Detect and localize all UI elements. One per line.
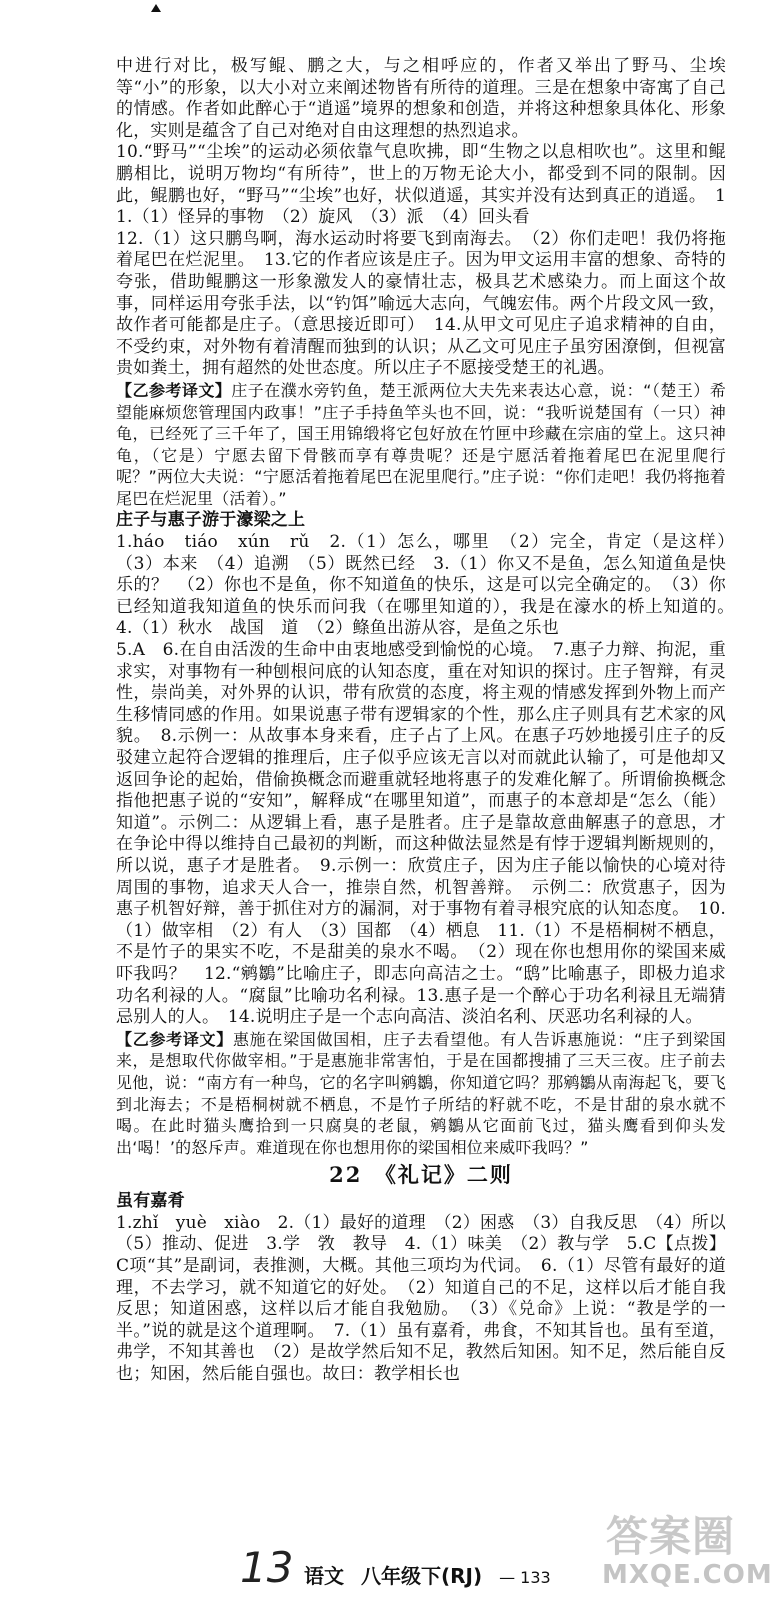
footer-info (304, 1560, 561, 1589)
chapter-title: 22 《礼记》二则 (329, 1162, 513, 1188)
answer-paragraph: 中进行对比，极写鲲、鹏之大，与之相呼应的，作者又举出了野马、尘埃等“小”的形象，以大小对立来阐述物皆有所待的道理。三是在想象中寄寓了自己的情感。作者如此醉心于“逍遥”境界的想象和创造，并将这种想象具体化、形象化，实则是蕴含了自己对绝对自由这理想的热烈追求。 (116, 56, 726, 141)
translation-label: 【乙参考译文】 (116, 380, 232, 400)
triangle-mark-icon (150, 2, 162, 14)
handwritten-page-number: 13 (240, 1543, 294, 1592)
watermark-text: 答案圈 (606, 1512, 736, 1561)
translation-text: 惠施在梁国做国相，庄子去看望他。有人告诉惠施说：“庄子到梁国来，是想取代你做宰相。”于是惠施非常害怕，于是在国都搜捕了三天三夜。庄子前去见他，说：“南方有一种鸟，它的名字叫鹓鶵，你知道它吗？那鹓鶵从南海起飞，要飞到北海去；不是梧桐树就不栖息，不是竹子所结的籽就不吃，不是甘甜的泉水就不喝。在此时猫头鹰拾到一只腐臭的老鼠，鹓鶵从它面前飞过，猫头鹰看到仰头发出‘喝！’的怒斥声。难道现在你也想用你的梁国相位来威吓我吗？” (116, 1029, 726, 1157)
footer-grade: 八年级下(RJ) (360, 1564, 483, 1588)
page-number: — 133 (499, 1568, 551, 1587)
page-footer (240, 1543, 600, 1592)
answer-paragraph: 5.A 6.在自由活泼的生命中由衷地感受到愉悦的心境。 7.惠子力辩、拘泥，重求实，对事物有一种刨根问底的认知态度，重在对知识的探讨。庄子智辩，有灵性，崇尚美，对外界的认识，带有欣赏的态度，将主观的情感发挥到外物上而产生移情同感的作用。如果说惠子带有逻辑家的个性，那么庄子则具有艺术家的风貌。 8.示例一：从故事本身来看，庄子占了上风。在惠子巧妙地援引庄子的反驳建立起符合逻辑的推理后，庄子似乎应该无言以对而就此认输了，可是他却又返回争论的起始，借偷换概念而避重就轻地将惠子的发难化解了。所谓偷换概念指他把惠子说的“安知”，解释成“在哪里知道”，而惠子的本意却是“怎么（能）知道”。示例二：从逻辑上看，惠子是胜者。庄子是靠故意曲解惠子的意思，才在争论中得以维持自己最初的判断，而这种做法显然是有悖于逻辑判断规则的，所以说，惠子才是胜者。 9.示例一：欣赏庄子，因为庄子能以愉快的心境对待周围的事物，追求天人合一，推崇自然，机智善辩。 示例二：欣赏惠子，因为惠子机智好辩，善于抓住对方的漏洞，对于事物有着寻根究底的认知态度。 10.（1）做宰相 （2）有人 （3）国都 （4）栖息 11.（1）不是梧桐树不栖息，不是竹子的果实不吃，不是甜美的泉水不喝。 （2）现在你也想用你的梁国来威吓我吗？ 12.“鹓鶵”比喻庄子，即志向高洁之士。“鸱”比喻惠子，即极力追求功名利禄的人。“腐鼠”比喻功名利禄。13.惠子是一个醉心于功名利禄且无端猜忌别人的人。 14.说明庄子是一个志向高洁、淡泊名利、厌恶功名利禄的人。 (116, 640, 726, 1028)
translation-text: 庄子在濮水旁钓鱼，楚王派两位大夫先来表达心意，说：“（楚王）希望能麻烦您管理国内政事！”庄子手持鱼竿头也不回，说：“我听说楚国有（一只）神龟，已经死了三千年了，国王用锦缎将它包好放在竹匣中珍藏在宗庙的堂上。这只神龟，（它是）宁愿去留下骨骸而享有尊贵呢？还是宁愿活着拖着尾巴在泥里爬行呢？”两位大夫说：“宁愿活着拖着尾巴在泥里爬行。”庄子说：“你们走吧！我仍将拖着尾巴在烂泥里（活着）。” (116, 380, 726, 508)
answer-paragraph: 1.zhǐ yuè xiào 2.（1）最好的道理 （2）困惑 （3）自我反思 （4）所以 （5）推动、促进 3.学 敩 教导 4.（1）味美 （2）教与学 5.C【点拨】C项“其”是副词，表推测，大概。其他三项均为代词。 6.（1）尽管有最好的道理，不去学习，就不知道它的好处。 （2）知道自己的不足，这样以后才能自我反思；知道困惑，这样以后才能自我勉励。 （3）《兑命》上说：“教是学的一半。”说的就是这个道理啊。 7.（1）虽有嘉肴，弗食，不知其旨也。虽有至道，弗学，不知其善也 （2）是故学然后知不足，教然后知困。知不足，然后能自反也；知困，然后能自强也。故曰：教学相长也 (116, 1212, 744, 1385)
section-title: 虽有嘉肴 (116, 1191, 185, 1212)
watermark-url: MXQE.COM (602, 1560, 773, 1590)
answer-paragraph: 12.（1）这只鹏鸟啊，海水运动时将要飞到南海去。 （2）你们走吧！我仍将拖着尾巴在烂泥里。 13.它的作者应该是庄子。因为甲文运用丰富的想象、奇特的夸张，借助鲲鹏这一形象激发人的豪情壮志，极具艺术感染力。而上面这个故事，同样运用夸张手法，以“钓饵”喻远大志向，气魄宏伟。两个片段文风一致，故作者可能都是庄子。（意思接近即可） 14.从甲文可见庄子追求精神的自由，不受约束，对外物有着清醒而独到的认识；从乙文可见庄子虽穷困潦倒，但视富贵如粪土，拥有超然的处世态度。所以庄子不愿接受楚王的礼遇。 (116, 228, 726, 379)
reference-translation (116, 1029, 726, 1159)
answer-paragraph: 1.háo tiáo xún rǔ 2.（1）怎么，哪里 （2）完全，肯定（是这样） （3）本来 （4）追溯 （5）既然已经 3.（1）你又不是鱼，怎么知道鱼是快乐的？ （2）你也不是鱼，你不知道鱼的快乐，这是可以完全确定的。 （3）你已经知道我知道鱼的快乐而问我（在哪里知道的），我是在濠水的桥上知道的。 4.（1）秋水 战国 道 （2）鲦鱼出游从容，是鱼之乐也 (116, 532, 744, 639)
translation-label: 【乙参考译文】 (116, 1029, 233, 1049)
answer-paragraph: 10.“野马”“尘埃”的运动必须依靠气息吹拂，即“生物之以息相吹也”。这里和鲲鹏相比，说明万物均“有所待”，世上的万物无论大小，都受到不同的限制。因此，鲲鹏也好，“野马”“尘埃”也好，状似逍遥，其实并没有达到真正的逍遥。 11.（1）怪异的事物 （2）旋风 （3）派 （4）回头看 (116, 142, 726, 228)
section-title: 庄子与惠子游于濠梁之上 (116, 510, 306, 531)
reference-translation (116, 380, 726, 510)
watermark-logo (596, 1500, 773, 1596)
footer-subject: 语文 (304, 1564, 344, 1588)
answer-content (116, 56, 744, 1386)
